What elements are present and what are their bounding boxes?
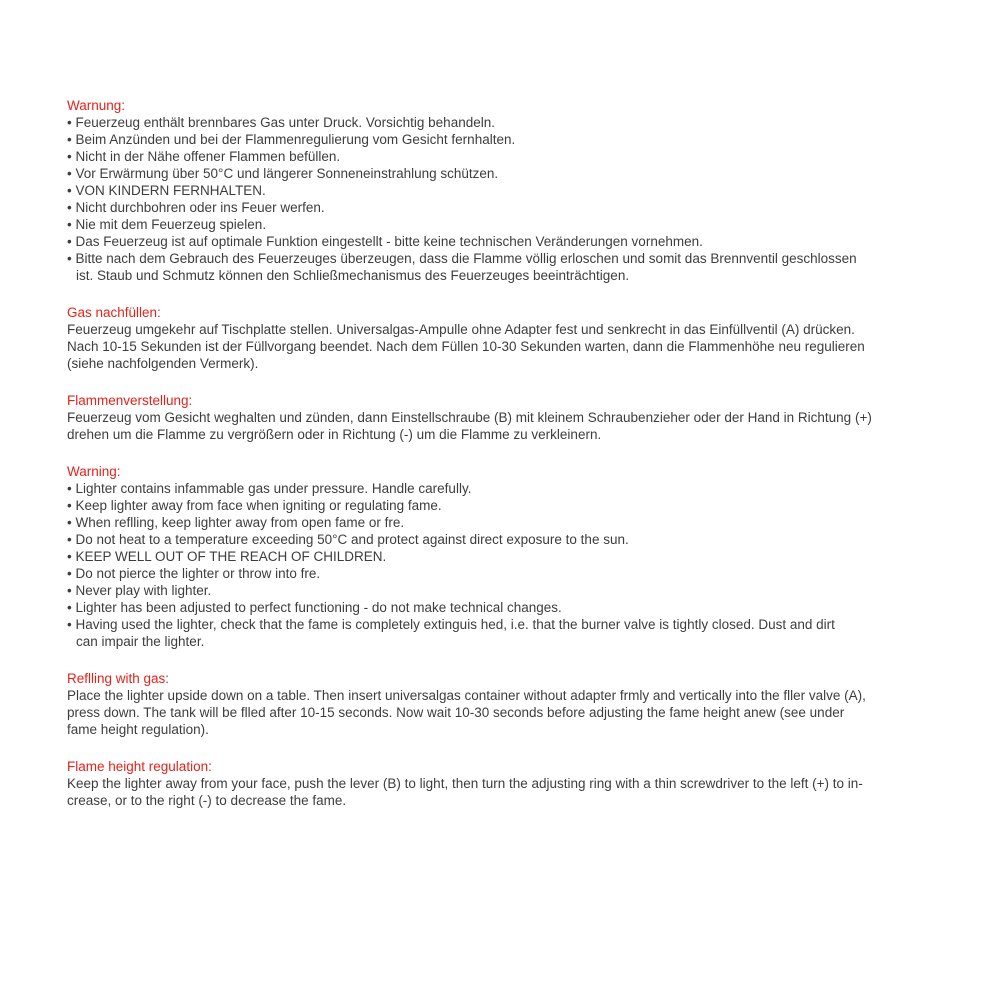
text-line: fame height regulation). (67, 722, 209, 737)
text-line: can impair the lighter. (76, 634, 205, 649)
text-line: • Nie mit dem Feuerzeug spielen. (67, 217, 267, 232)
section-heading: Warning: (67, 464, 121, 479)
section-heading: Flame height regulation: (67, 759, 212, 774)
section-heading: Reflling with gas: (67, 671, 170, 686)
text-line: • Do not heat to a temperature exceeding 50°C and protect against direct exposure to the sun. (67, 532, 629, 547)
text-line: • Beim Anzünden und bei der Flammenregulierung vom Gesicht fernhalten. (67, 132, 516, 147)
text-line: • Having used the lighter, check that the fame is completely extinguis hed, i.e. that the burner valve is tightly closed. Dust and dirt (67, 617, 835, 632)
section-heading: Gas nachfüllen: (67, 305, 161, 320)
section-1 (67, 304, 947, 372)
section-3 (67, 463, 947, 650)
text-line: • KEEP WELL OUT OF THE REACH OF CHILDREN. (67, 549, 387, 564)
text-line: drehen um die Flamme zu vergrößern oder in Richtung (-) um die Flamme zu verkleinern. (67, 427, 602, 442)
text-line: Nach 10-15 Sekunden ist der Füllvorgang beendet. Nach dem Füllen 10-30 Sekunden warten, dann die Flammenhöhe neu regulieren (67, 339, 865, 354)
text-line: Keep the lighter away from your face, push the lever (B) to light, then turn the adjusting ring with a thin screwdriver to the left (+) to in- (67, 776, 863, 791)
section-2 (67, 392, 947, 443)
text-line: • Lighter has been adjusted to perfect functioning - do not make technical changes. (67, 600, 562, 615)
text-line: • VON KINDERN FERNHALTEN. (67, 183, 266, 198)
text-line: • When reflling, keep lighter away from open fame or fre. (67, 515, 405, 530)
text-line: • Do not pierce the lighter or throw into fre. (67, 566, 321, 581)
text-line: Feuerzeug vom Gesicht weghalten und zünden, dann Einstellschraube (B) mit kleinem Schraubenzieher oder der Hand in Richtung (+) (67, 410, 872, 425)
text-line: Place the lighter upside down on a table. Then insert universalgas container without adapter frmly and vertically into the fller valve (A), (67, 688, 866, 703)
text-line: ist. Staub und Schmutz können den Schließmechanismus des Feuerzeuges beeinträchtigen. (76, 268, 630, 283)
text-line: • Lighter contains infammable gas under pressure. Handle carefully. (67, 481, 472, 496)
text-line: • Bitte nach dem Gebrauch des Feuerzeuges überzeugen, dass die Flamme völlig erloschen und somit das Brennventil geschlossen (67, 251, 857, 266)
text-line: crease, or to the right (-) to decrease the fame. (67, 793, 347, 808)
section-heading: Flammenverstellung: (67, 393, 193, 408)
text-line: • Nicht in der Nähe offener Flammen befüllen. (67, 149, 341, 164)
section-4 (67, 670, 947, 738)
text-line: Feuerzeug umgekehr auf Tischplatte stellen. Universalgas-Ampulle ohne Adapter fest und senkrecht in das Einfüllventil (A) drücken. (67, 322, 855, 337)
text-line: • Nicht durchbohren oder ins Feuer werfen. (67, 200, 325, 215)
instruction-text-block (67, 97, 947, 829)
text-line: • Feuerzeug enthält brennbares Gas unter Druck. Vorsichtig behandeln. (67, 115, 495, 130)
text-line: press down. The tank will be flled after 10-15 seconds. Now wait 10-30 seconds before adjusting the fame height anew (see under (67, 705, 845, 720)
text-line: • Keep lighter away from face when igniting or regulating fame. (67, 498, 442, 513)
section-0 (67, 97, 947, 284)
text-line: • Vor Erwärmung über 50°C und längerer Sonneneinstrahlung schützen. (67, 166, 499, 181)
text-line: (siehe nachfolgenden Vermerk). (67, 356, 259, 371)
section-5 (67, 758, 947, 809)
text-line: • Das Feuerzeug ist auf optimale Funktion eingestellt - bitte keine technischen Veränderungen vornehmen. (67, 234, 703, 249)
text-line: • Never play with lighter. (67, 583, 212, 598)
section-heading: Warnung: (67, 98, 126, 113)
